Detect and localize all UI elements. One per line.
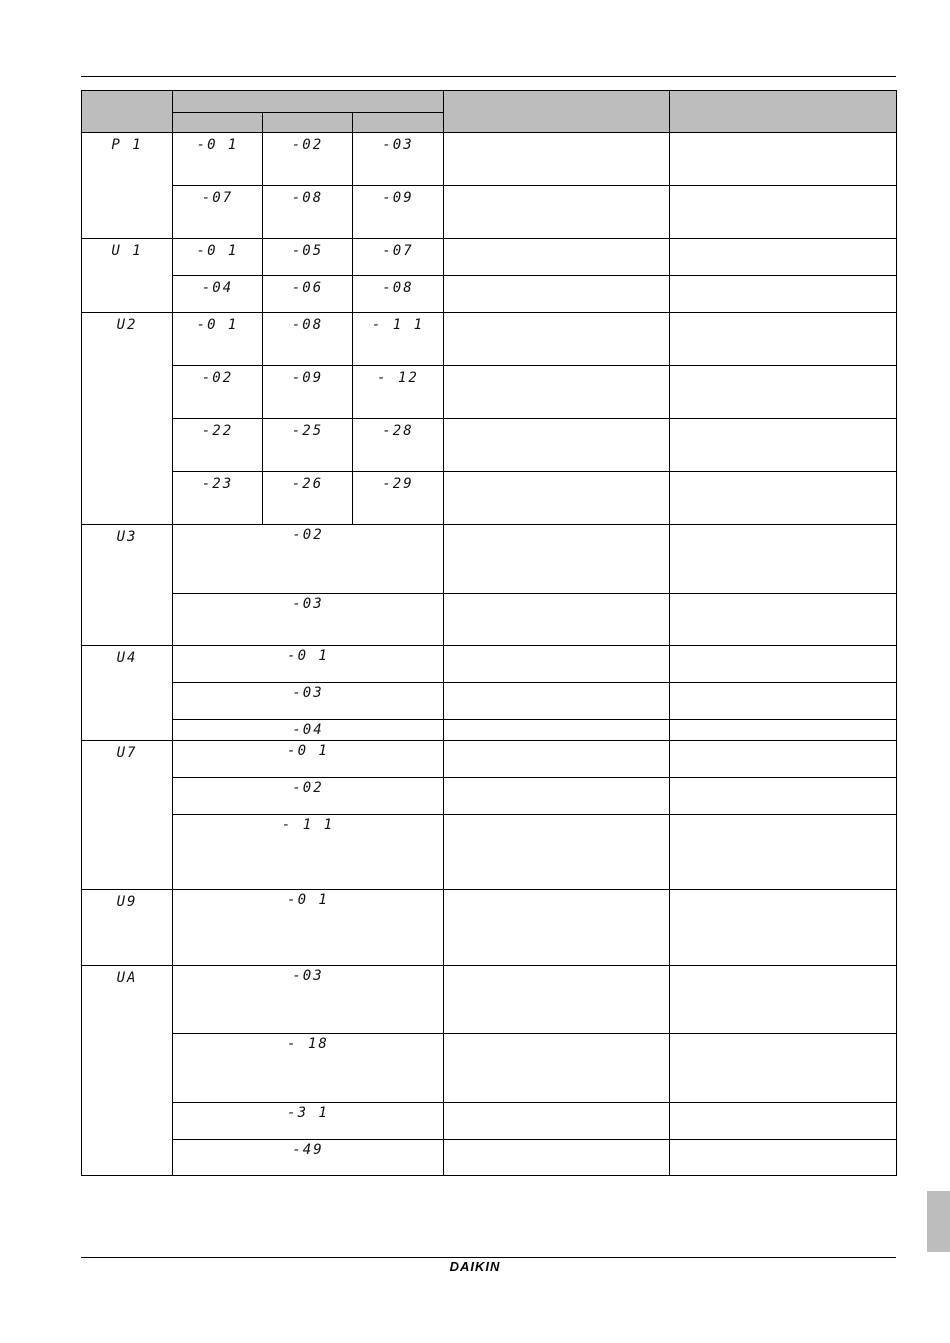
description-cell [444, 186, 670, 239]
main-code-cell: U2 [82, 313, 173, 525]
table-row [82, 1103, 897, 1140]
sub-code-cell: -29 [353, 472, 444, 525]
sub-code-cell: -07 [173, 186, 263, 239]
sub-code-cell: -02 [173, 366, 263, 419]
header-description [444, 91, 670, 133]
description-cell [444, 594, 670, 646]
main-code-cell: U4 [82, 646, 173, 741]
description-cell [444, 815, 670, 890]
sub-code-cell: -08 [263, 313, 353, 366]
header-solution [670, 91, 897, 133]
solution-cell [670, 472, 897, 525]
sub-code-cell: -23 [173, 472, 263, 525]
table-row [82, 594, 897, 646]
description-cell [444, 646, 670, 683]
sub-code-cell: -3 1 [173, 1103, 444, 1140]
table-row [82, 966, 897, 1034]
sub-code-cell: - 1 1 [173, 815, 444, 890]
table-row [82, 419, 897, 472]
sub-code-cell: - 1 1 [353, 313, 444, 366]
description-cell [444, 239, 670, 276]
sub-code-cell: - 12 [353, 366, 444, 419]
table-row [82, 472, 897, 525]
description-cell [444, 366, 670, 419]
table-row [82, 778, 897, 815]
table-row [82, 239, 897, 276]
sub-code-cell: -0 1 [173, 741, 444, 778]
table-header-row [82, 91, 897, 113]
top-rule [81, 76, 896, 77]
sub-code-cell: -0 1 [173, 890, 444, 966]
sub-code-cell: -09 [263, 366, 353, 419]
solution-cell [670, 594, 897, 646]
solution-cell [670, 133, 897, 186]
footer-rule [81, 1257, 896, 1258]
chapter-tab [927, 1191, 950, 1252]
table-row [82, 1140, 897, 1176]
solution-cell [670, 186, 897, 239]
sub-code-cell: -06 [263, 276, 353, 313]
sub-code-cell: -02 [173, 525, 444, 594]
solution-cell [670, 239, 897, 276]
description-cell [444, 472, 670, 525]
main-code-cell: U 1 [82, 239, 173, 313]
sub-code-cell: -0 1 [173, 313, 263, 366]
header-sub-col-1 [173, 113, 263, 133]
sub-code-cell: -0 1 [173, 133, 263, 186]
description-cell [444, 276, 670, 313]
solution-cell [670, 741, 897, 778]
sub-code-cell: -03 [173, 966, 444, 1034]
description-cell [444, 419, 670, 472]
table-row [82, 1034, 897, 1103]
sub-code-cell: -26 [263, 472, 353, 525]
sub-code-cell: -22 [173, 419, 263, 472]
sub-code-cell: -25 [263, 419, 353, 472]
sub-code-cell: - 18 [173, 1034, 444, 1103]
description-cell [444, 720, 670, 741]
sub-code-cell: -04 [173, 720, 444, 741]
sub-code-cell: -05 [263, 239, 353, 276]
solution-cell [670, 683, 897, 720]
description-cell [444, 683, 670, 720]
sub-code-cell: -09 [353, 186, 444, 239]
main-code-cell: U3 [82, 525, 173, 646]
header-sub-code [173, 91, 444, 113]
description-cell [444, 1034, 670, 1103]
sub-code-cell: -02 [173, 778, 444, 815]
solution-cell [670, 1140, 897, 1176]
solution-cell [670, 778, 897, 815]
header-sub-col-3 [353, 113, 444, 133]
sub-code-cell: -03 [353, 133, 444, 186]
sub-code-cell: -02 [263, 133, 353, 186]
solution-cell [670, 646, 897, 683]
table-row [82, 366, 897, 419]
header-main-code [82, 91, 173, 133]
sub-code-cell: -0 1 [173, 646, 444, 683]
error-code-table [81, 90, 897, 1176]
sub-code-cell: -08 [353, 276, 444, 313]
table-row [82, 313, 897, 366]
sub-code-cell: -49 [173, 1140, 444, 1176]
table-row [82, 815, 897, 890]
solution-cell [670, 1103, 897, 1140]
table-row [82, 741, 897, 778]
solution-cell [670, 525, 897, 594]
description-cell [444, 313, 670, 366]
solution-cell [670, 276, 897, 313]
description-cell [444, 133, 670, 186]
description-cell [444, 966, 670, 1034]
solution-cell [670, 313, 897, 366]
table-row [82, 646, 897, 683]
description-cell [444, 1103, 670, 1140]
table-row [82, 186, 897, 239]
main-code-cell: U9 [82, 890, 173, 966]
table-row [82, 890, 897, 966]
description-cell [444, 778, 670, 815]
table-row [82, 133, 897, 186]
main-code-cell: U7 [82, 741, 173, 890]
solution-cell [670, 966, 897, 1034]
table-row [82, 276, 897, 313]
description-cell [444, 741, 670, 778]
description-cell [444, 1140, 670, 1176]
sub-code-cell: -0 1 [173, 239, 263, 276]
main-code-cell: P 1 [82, 133, 173, 239]
solution-cell [670, 815, 897, 890]
solution-cell [670, 419, 897, 472]
sub-code-cell: -03 [173, 683, 444, 720]
sub-code-cell: -28 [353, 419, 444, 472]
description-cell [444, 525, 670, 594]
daikin-logo: DAIKIN [449, 1259, 501, 1274]
table-row [82, 525, 897, 594]
solution-cell [670, 366, 897, 419]
description-cell [444, 890, 670, 966]
table-row [82, 683, 897, 720]
sub-code-cell: -07 [353, 239, 444, 276]
table-row [82, 720, 897, 741]
sub-code-cell: -04 [173, 276, 263, 313]
sub-code-cell: -08 [263, 186, 353, 239]
main-code-cell: UA [82, 966, 173, 1176]
solution-cell [670, 890, 897, 966]
solution-cell [670, 720, 897, 741]
header-sub-col-2 [263, 113, 353, 133]
sub-code-cell: -03 [173, 594, 444, 646]
solution-cell [670, 1034, 897, 1103]
